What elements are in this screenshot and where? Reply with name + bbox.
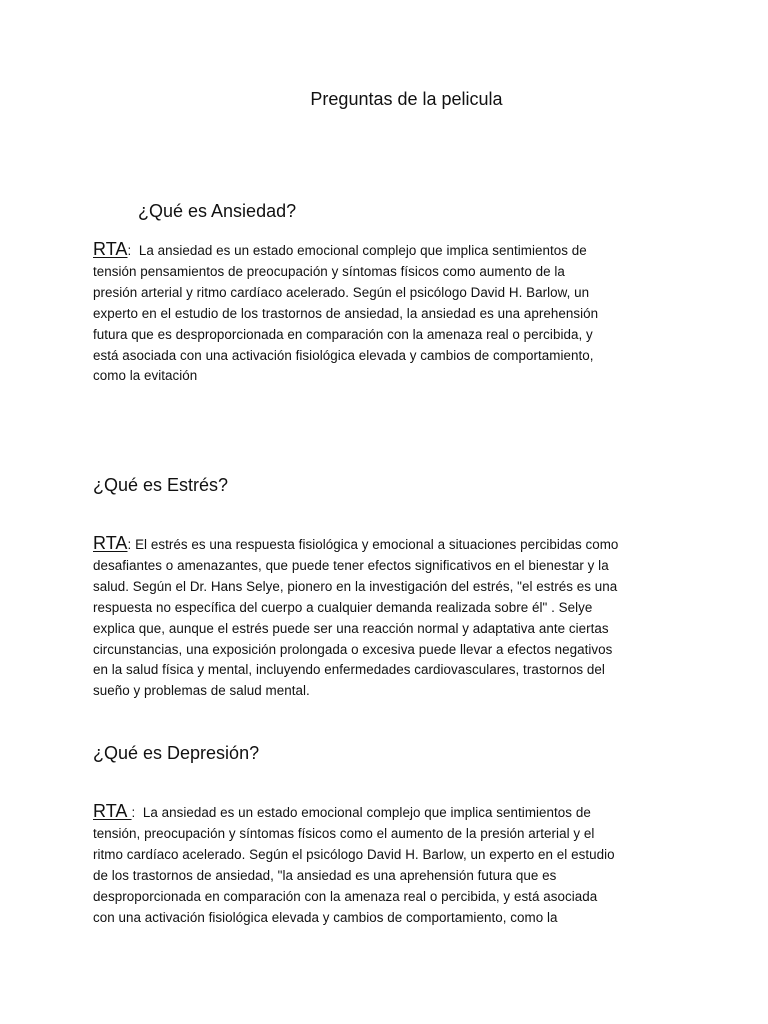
- answer-depresion: [93, 801, 683, 928]
- answer-line: La ansiedad es un estado emocional complejo que implica sentimientos de: [142, 805, 591, 820]
- question-depresion: ¿Qué es Depresión?: [93, 743, 260, 763]
- question-ansiedad: ¿Qué es Ansiedad?: [138, 201, 297, 221]
- answer-line: salud. Según el Dr. Hans Selye, pionero en la investigación del estrés, "el estrés es una: [93, 578, 618, 594]
- rta-label: RTA: [93, 533, 128, 553]
- rta-colon: :: [127, 243, 132, 258]
- answer-line: explica que, aunque el estrés puede ser una reacción normal y adaptativa ante ciertas: [93, 620, 609, 636]
- answer-line: presión arterial y ritmo cardíaco acelerado. Según el psicólogo David H. Barlow, un: [93, 284, 590, 300]
- answer-line: tensión, preocupación y síntomas físicos como el aumento de la presión arterial y el: [93, 825, 595, 841]
- answer-line: de los trastornos de ansiedad, "la ansiedad es una aprehensión futura que es: [93, 867, 557, 883]
- rta-label: RTA: [93, 801, 132, 821]
- question-estres: ¿Qué es Estrés?: [93, 475, 229, 495]
- answer-line: experto en el estudio de los trastornos de ansiedad, la ansiedad es una aprehensión: [93, 305, 599, 321]
- rta-colon: :: [127, 537, 132, 552]
- answer-line: tensión pensamientos de preocupación y síntomas físicos como aumento de la: [93, 263, 565, 279]
- answer-line: como la evitación: [93, 368, 198, 384]
- answer-line: está asociada con una activación fisiológica elevada y cambios de comportamiento,: [93, 347, 594, 363]
- answer-line: con una activación fisiológica elevada y cambios de comportamiento, como la: [93, 909, 558, 925]
- answer-ansiedad: [93, 239, 683, 387]
- answer-line: La ansiedad es un estado emocional complejo que implica sentimientos de: [138, 243, 587, 258]
- answer-estres: [93, 533, 683, 702]
- answer-line: desafiantes o amenazantes, que puede tener efectos significativos en el bienestar y la: [93, 557, 609, 573]
- rta-colon: :: [131, 805, 136, 820]
- answer-line: desproporcionada en comparación con la amenaza real o percibida, y está asociada: [93, 888, 598, 904]
- answer-line: respuesta no específica del cuerpo a cualquier demanda realizada sobre él" . Selye: [93, 599, 593, 615]
- rta-label: RTA: [93, 239, 128, 259]
- page-title: Preguntas de la pelicula: [310, 89, 503, 109]
- answer-line: sueño y problemas de salud mental.: [93, 683, 310, 699]
- answer-line: futura que es desproporcionada en comparación con la amenaza real o percibida, y: [93, 326, 593, 342]
- answer-line: circunstancias, una exposición prolongada o excesiva puede llevar a efectos negativos: [93, 641, 613, 657]
- answer-line: ritmo cardíaco acelerado. Según el psicólogo David H. Barlow, un experto en el estudio: [93, 846, 615, 862]
- answer-line: El estrés es una respuesta fisiológica y emocional a situaciones percibidas como: [135, 537, 619, 552]
- answer-line: en la salud física y mental, incluyendo enfermedades cardiovasculares, trastornos del: [93, 662, 605, 678]
